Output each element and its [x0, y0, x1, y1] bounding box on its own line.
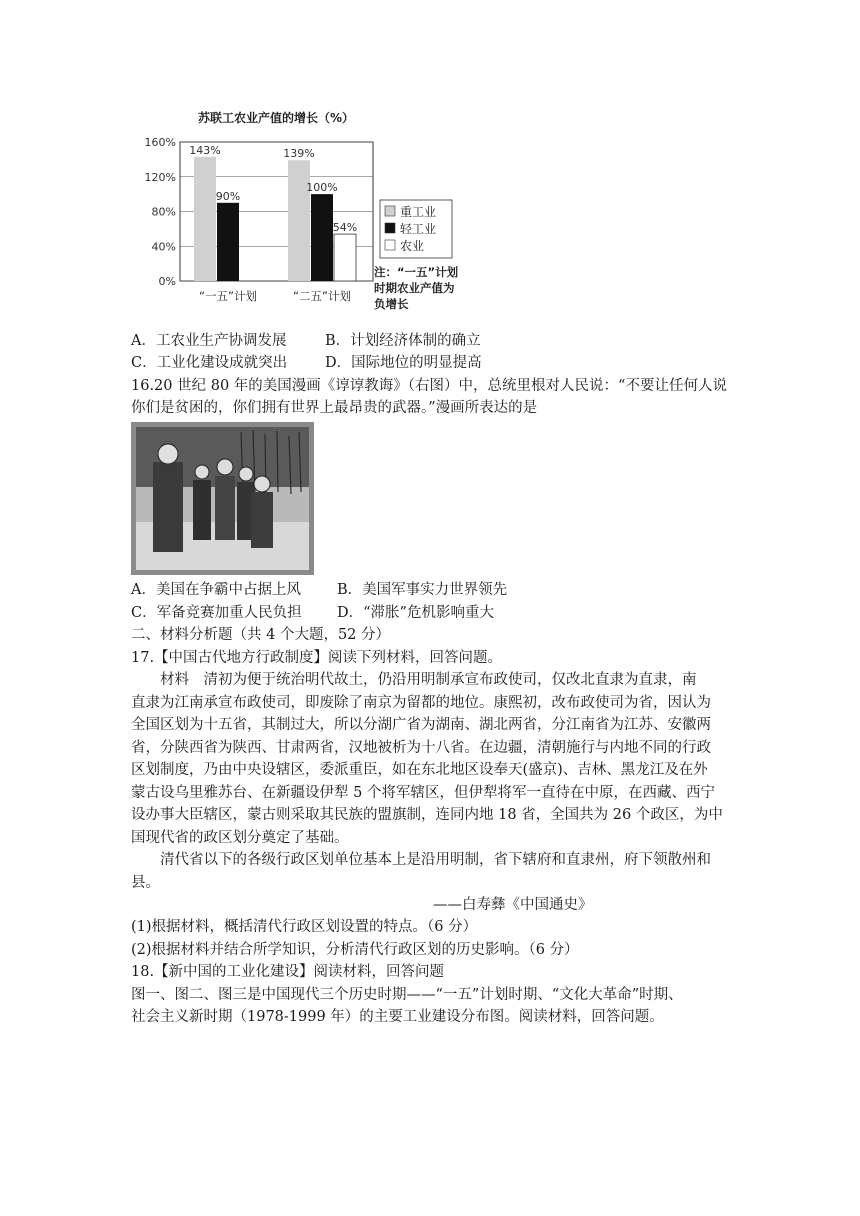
- q17-paragraph-2-line-1: 清代省以下的各级行政区划单位基本上是沿用明制，省下辖府和直隶州，府下领散州和: [160, 852, 711, 868]
- q17-paragraph-2-line-2: 县。: [131, 875, 160, 891]
- chart-note-line: 注：“一五”计划: [374, 265, 459, 279]
- q16-option-b: B．美国军事实力世界领先: [337, 582, 508, 598]
- data-label: 143%: [189, 143, 221, 157]
- q16-option-d: D．“滞胀”危机影响重大: [337, 605, 494, 621]
- data-label: 139%: [283, 147, 315, 161]
- q17-material-line-5: 区划制度，乃由中央设辖区，委派重臣，如在东北地区设奉天(盛京)、吉林、黑龙江及在外: [131, 762, 708, 778]
- q15-option-a: A．工农业生产协调发展: [131, 333, 287, 349]
- x-tick-label: “二五”计划: [293, 289, 351, 303]
- bar-chart-svg: [128, 104, 508, 324]
- legend-swatch-重工业: [385, 206, 395, 216]
- legend-swatch-农业: [385, 240, 395, 250]
- data-label: 90%: [215, 189, 241, 203]
- q16-stem-line-2: 你们是贫困的，你们拥有世界上最昂贵的武器。”漫画所表达的是: [131, 400, 538, 416]
- q16-options-row-1: [131, 580, 507, 600]
- chart-title: 苏联工农业产值的增长（%）: [198, 111, 355, 125]
- q18-line-1: 图一、图二、图三是中国现代三个历史时期——“一五”计划时期、“文化大革命”时期、: [131, 987, 683, 1003]
- q17-sub-question-2: (2)根据材料并结合所学知识，分析清代行政区划的历史影响。（6 分）: [131, 942, 579, 958]
- q15-option-c: C．工业化建设成就突出: [131, 355, 288, 371]
- bar-重工业: [288, 160, 310, 281]
- q16-options-row-2: [131, 603, 494, 623]
- data-label: 54%: [332, 221, 358, 235]
- q17-heading: 17.【中国古代地方行政制度】阅读下列材料，回答问题。: [131, 650, 503, 666]
- q17-sub-question-1: (1)根据材料，概括清代行政区划设置的特点。（6 分）: [131, 919, 478, 935]
- q16-option-c: C．军备竞赛加重人民负担: [131, 605, 302, 621]
- q17-material-line-6: 蒙古设乌里雅苏台、在新疆设伊犁 5 个将军辖区，但伊犁将军一直待在中原，在西藏、西宁: [131, 785, 715, 801]
- chart-note-line: 时期农业产值为: [374, 281, 455, 295]
- cartoon-illustration: [131, 422, 314, 575]
- y-tick-label: 120%: [144, 170, 176, 184]
- q15-options-row-1: [131, 331, 481, 351]
- q17-material-line-1: 材料 清初为便于统治明代故土，仍沿用明制承宣布政使司，仅改北直隶为直隶，南: [160, 672, 697, 688]
- bar-农业: [334, 234, 356, 281]
- bar-重工业: [194, 157, 216, 281]
- legend-label-农业: 农业: [400, 239, 425, 253]
- legend-label-重工业: 重工业: [400, 205, 437, 219]
- q16-option-a: A．美国在争霸中占据上风: [131, 582, 301, 598]
- q17-material-line-2: 直隶为江南承宣布政使司，即废除了南京为留都的地位。康熙初，改布政使司为省，因认为: [131, 695, 711, 711]
- q15-options-row-2: [131, 353, 482, 373]
- legend-swatch-轻工业: [385, 223, 395, 233]
- y-tick-label: 0%: [158, 275, 176, 288]
- q17-material-line-4: 省，分陕西省为陕西、甘肃两省，汉地被析为十八省。在边疆，清朝施行与内地不同的行政: [131, 740, 711, 756]
- q16-stem-line-1: 16.20 世纪 80 年的美国漫画《谆谆教诲》（右图）中，总统里根对人民说：“不要让任何人说: [131, 378, 727, 394]
- legend-label-轻工业: 轻工业: [400, 222, 437, 236]
- x-tick-label: “一五”计划: [199, 289, 257, 303]
- bar-轻工业: [217, 203, 239, 281]
- chart-note-line: 负增长: [374, 297, 409, 311]
- bar-轻工业: [311, 194, 333, 281]
- q18-heading: 18.【新中国的工业化建设】阅读材料，回答问题: [131, 964, 445, 980]
- q17-material-line-8: 国现代省的政区划分奠定了基础。: [131, 830, 349, 846]
- y-tick-label: 160%: [144, 136, 176, 149]
- q17-material-line-3: 全国区划为十五省，其制过大，所以分湖广省为湖南、湖北两省，分江南省为江苏、安徽两: [131, 717, 711, 733]
- y-tick-label: 40%: [151, 240, 176, 254]
- q15-option-d: D．国际地位的明显提高: [325, 355, 482, 371]
- q18-line-2: 社会主义新时期（1978-1999 年）的主要工业建设分布图。阅读材料，回答问题。: [131, 1009, 664, 1025]
- bar-chart: [128, 104, 508, 324]
- q17-source: ——白寿彝《中国通史》: [433, 897, 593, 913]
- q17-material-line-7: 设办事大臣辖区，蒙古则采取其民族的盟旗制，连同内地 18 省，全国共为 26 个政区，为中: [131, 807, 723, 823]
- q15-option-b: B．计划经济体制的确立: [325, 333, 481, 349]
- y-tick-label: 80%: [151, 205, 176, 219]
- data-label: 100%: [306, 181, 338, 195]
- section-2-heading: 二、材料分析题（共 4 个大题，52 分）: [131, 627, 391, 643]
- reagan-cartoon-image: [131, 422, 314, 575]
